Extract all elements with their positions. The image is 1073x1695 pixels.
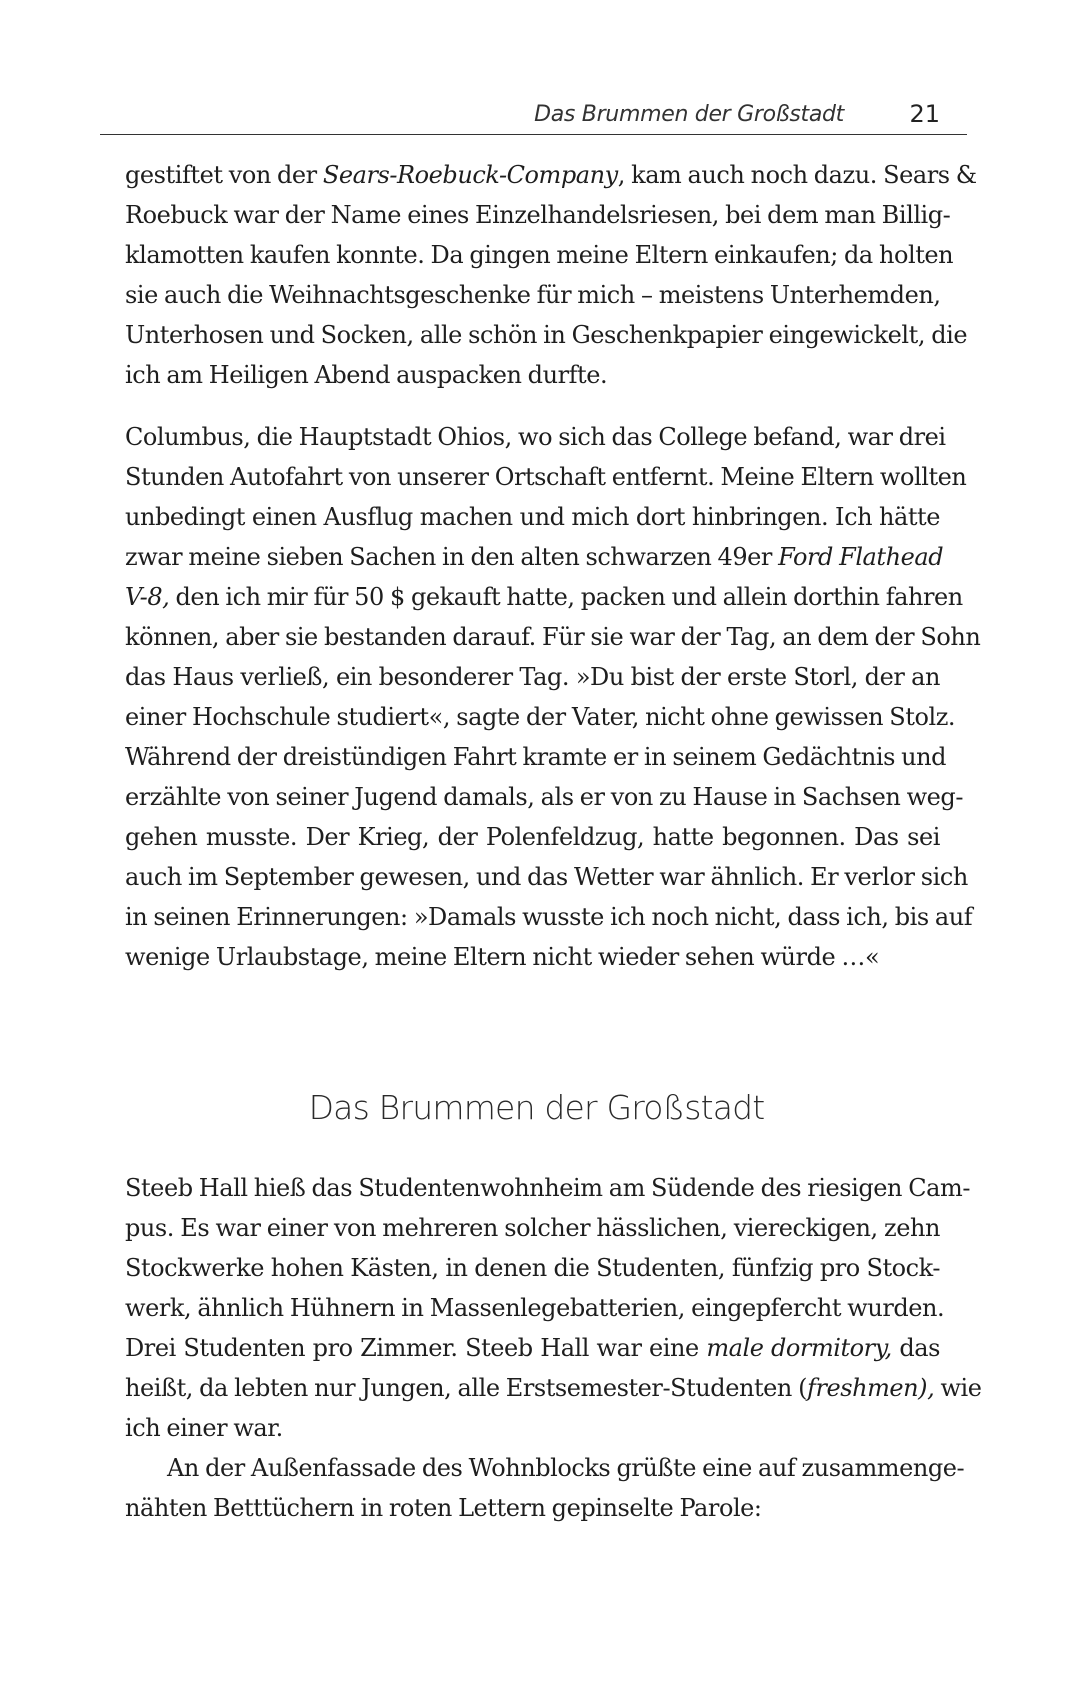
text-line xyxy=(125,537,944,577)
text-run: gehen musste. Der Krieg, der Polenfeldzug, hatte begonnen. Das sei xyxy=(125,823,940,851)
text-run: gestiftet von der xyxy=(125,161,323,189)
text-run: sie auch die Weihnachtsgeschenke für mich – meistens Unterhemden, xyxy=(125,281,941,309)
text-run: klamotten kaufen konnte. Da gingen meine Eltern einkaufen; da holten xyxy=(125,241,954,269)
text-run: heißt, da lebten nur Jungen, alle Erstsemester-Studenten ( xyxy=(125,1374,808,1402)
running-header xyxy=(100,100,967,135)
text-line xyxy=(125,457,967,497)
paragraph xyxy=(125,155,977,395)
text-run: Columbus, die Hauptstadt Ohios, wo sich das College befand, war drei xyxy=(125,423,946,451)
text-run: Drei Studenten pro Zimmer. Steeb Hall war eine xyxy=(125,1334,707,1362)
text-run: wie xyxy=(934,1374,982,1402)
text-run: auch im September gewesen, und das Wetter war ähnlich. Er verlor sich xyxy=(125,863,968,891)
text-run: erzählte von seiner Jugend damals, als er von zu Hause in Sachsen weg- xyxy=(125,783,964,811)
text-run: einer Hochschule studiert«, sagte der Vater, nicht ohne gewissen Stolz. xyxy=(125,703,956,731)
text-line xyxy=(125,195,951,235)
text-run: Stockwerke hohen Kästen, in denen die Studenten, fünfzig pro Stock- xyxy=(125,1254,940,1282)
text-line xyxy=(125,737,947,777)
italic-text: Ford Flathead xyxy=(778,543,944,571)
italic-text: freshmen), xyxy=(807,1374,935,1402)
page-number: 21 xyxy=(909,100,940,128)
text-line xyxy=(125,1408,940,1448)
text-run: wenige Urlaubstage, meine Eltern nicht wieder sehen würde …« xyxy=(125,943,880,971)
text-line xyxy=(125,777,964,817)
text-run: , kam auch noch dazu. Sears & xyxy=(617,161,977,189)
text-run: Stunden Autofahrt von unserer Ortschaft entfernt. Meine Eltern wollten xyxy=(125,463,967,491)
text-line xyxy=(125,235,954,275)
text-line xyxy=(125,657,940,697)
text-run: Roebuck war der Name eines Einzelhandelsriesen, bei dem man Billig- xyxy=(125,201,951,229)
paragraph xyxy=(125,1448,965,1528)
italic-text: V-8, xyxy=(125,583,170,611)
text-line xyxy=(125,897,973,937)
text-run: pus. Es war einer von mehreren solcher hässlichen, viereckigen, zehn xyxy=(125,1214,940,1242)
text-line xyxy=(125,937,940,977)
text-line xyxy=(125,497,940,537)
text-line xyxy=(125,417,946,457)
italic-text: male dormitory, xyxy=(706,1334,892,1362)
text-run: ich einer war. xyxy=(125,1414,283,1442)
text-run: zwar meine sieben Sachen in den alten schwarzen 49er xyxy=(125,543,779,571)
italic-text: Sears-Roebuck-Company xyxy=(322,161,618,189)
text-line xyxy=(125,577,963,617)
text-run: nähten Betttüchern in roten Lettern gepinselte Parole: xyxy=(125,1494,762,1522)
text-line xyxy=(125,1368,982,1408)
text-run: werk, ähnlich Hühnern in Massenlegebatterien, eingepfercht wurden. xyxy=(125,1294,945,1322)
text-line xyxy=(125,857,968,897)
text-run: unbedingt einen Ausflug machen und mich dort hinbringen. Ich hätte xyxy=(125,503,940,531)
text-run: ich am Heiligen Abend auspacken durfte. xyxy=(125,361,608,389)
text-run: das xyxy=(891,1334,940,1362)
section-heading: Das Brummen der Großstadt xyxy=(308,1088,765,1127)
text-run: Während der dreistündigen Fahrt kramte er in seinem Gedächtnis und xyxy=(125,743,947,771)
text-line xyxy=(125,155,977,195)
text-line xyxy=(125,275,940,315)
text-line xyxy=(125,697,956,737)
text-line xyxy=(125,1288,945,1328)
text-line xyxy=(125,817,940,857)
text-line xyxy=(125,315,968,355)
text-run: in seinen Erinnerungen: »Damals wusste ich noch nicht, dass ich, bis auf xyxy=(125,903,973,931)
text-line xyxy=(125,1168,970,1208)
paragraph xyxy=(125,417,981,977)
text-line xyxy=(125,617,981,657)
text-run: An der Außenfassade des Wohnblocks grüßte eine auf zusammenge- xyxy=(167,1454,965,1482)
text-line xyxy=(125,1328,940,1368)
text-run: können, aber sie bestanden darauf. Für sie war der Tag, an dem der Sohn xyxy=(125,623,981,651)
text-line xyxy=(125,1248,940,1288)
paragraph xyxy=(125,1168,982,1448)
text-line xyxy=(125,1488,940,1528)
text-line xyxy=(125,1208,940,1248)
running-title: Das Brummen der Großstadt xyxy=(534,102,844,127)
text-run: Steeb Hall hieß das Studentenwohnheim am Südende des riesigen Cam- xyxy=(125,1174,970,1202)
text-run: Unterhosen und Socken, alle schön in Geschenkpapier eingewickelt, die xyxy=(125,321,968,349)
text-line xyxy=(125,355,940,395)
text-line xyxy=(125,1448,965,1488)
text-run: den ich mir für 50 $ gekauft hatte, packen und allein dorthin fahren xyxy=(169,583,963,611)
text-run: das Haus verließ, ein besonderer Tag. »Du bist der erste Storl, der an xyxy=(125,663,940,691)
